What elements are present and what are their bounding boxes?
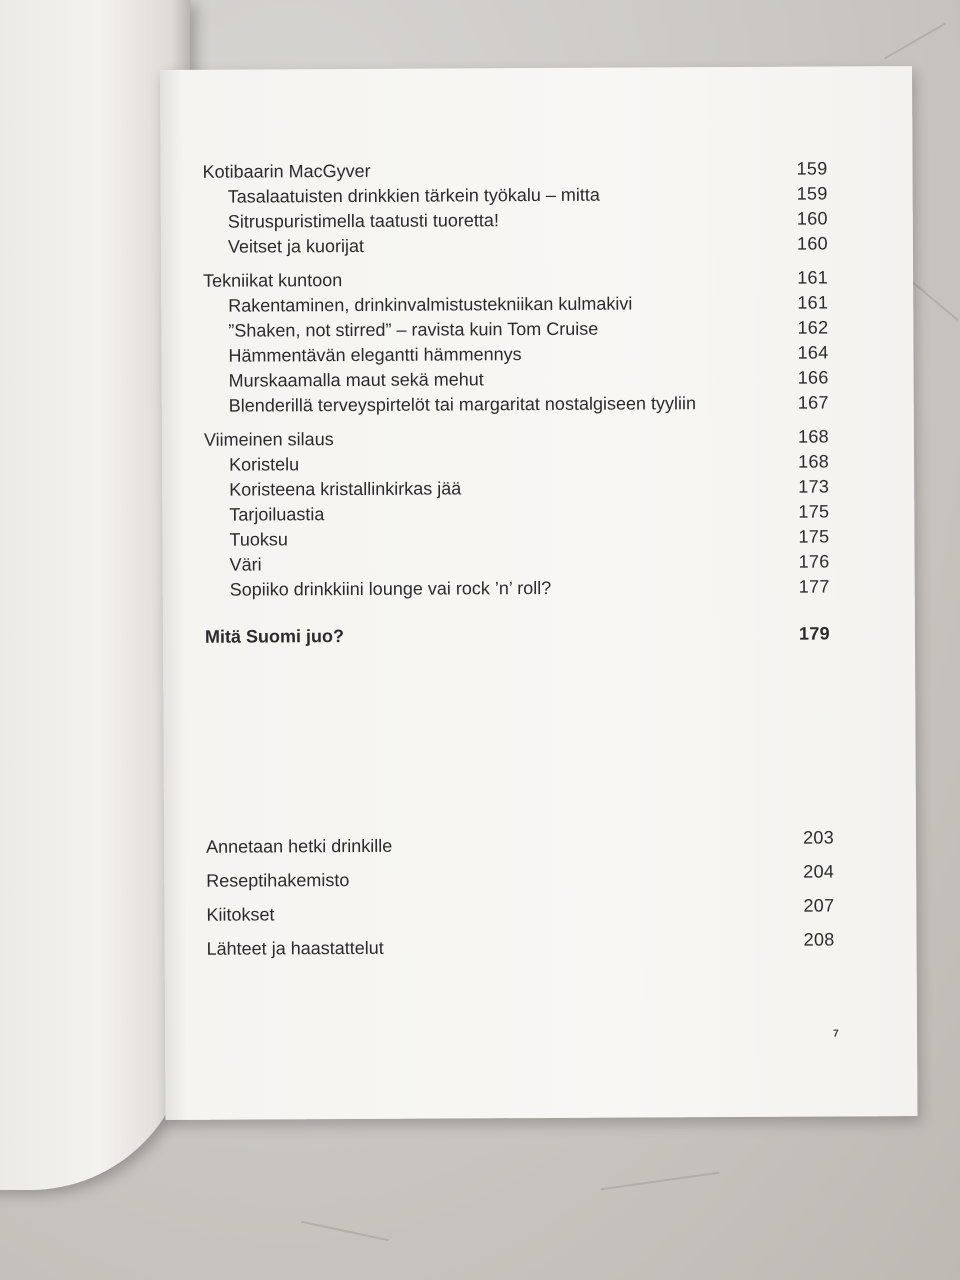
toc-page-number: 175 bbox=[798, 526, 830, 547]
toc-entry bbox=[206, 826, 834, 863]
toc-page-number: 179 bbox=[798, 623, 831, 644]
toc-entry bbox=[204, 525, 829, 553]
page-number: 7 bbox=[833, 1028, 839, 1040]
toc-entry-title: Koristeena kristallinkirkas jää bbox=[229, 478, 462, 500]
toc-page-number: 160 bbox=[796, 233, 828, 254]
toc-entry bbox=[204, 450, 829, 478]
toc-entry-title: ”Shaken, not stirred” – ravista kuin Tom Cruise bbox=[228, 318, 599, 341]
toc-entry-title: Tarjoiluastia bbox=[229, 504, 325, 525]
table-of-contents bbox=[202, 157, 830, 650]
toc-entry-title: Rakentaminen, drinkinvalmistustekniikan kulmakivi bbox=[228, 293, 633, 316]
toc-page-number: 161 bbox=[797, 267, 829, 288]
toc-section-kotibaarin bbox=[202, 157, 828, 260]
toc-entry bbox=[203, 341, 828, 369]
toc-page-number: 176 bbox=[798, 551, 830, 572]
toc-entry-title: Kiitokset bbox=[206, 904, 275, 925]
toc-entry-title: Veitset ja kuorijat bbox=[227, 235, 365, 257]
toc-entry-title: Koristelu bbox=[229, 454, 300, 475]
marble-vein bbox=[301, 1221, 389, 1242]
toc-page-number: 164 bbox=[797, 342, 829, 363]
toc-entry-title: Reseptihakemisto bbox=[206, 870, 350, 891]
toc-page-number: 160 bbox=[796, 208, 828, 229]
toc-entry-title: Tuoksu bbox=[229, 529, 288, 550]
toc-entry bbox=[204, 391, 829, 419]
toc-section-heading bbox=[203, 266, 828, 294]
toc-entry bbox=[203, 232, 828, 260]
toc-page-number: 159 bbox=[796, 183, 828, 204]
toc-chapter-title: Mitä Suomi juo? bbox=[204, 626, 345, 647]
toc-entry-title: Viimeinen silaus bbox=[203, 429, 334, 450]
toc-entry-title: Kotibaarin MacGyver bbox=[202, 160, 371, 182]
toc-entry bbox=[205, 575, 830, 603]
toc-page-number: 168 bbox=[798, 451, 830, 472]
toc-entry bbox=[204, 475, 829, 503]
toc-chapter-heading bbox=[205, 622, 830, 650]
book-page bbox=[160, 66, 917, 1120]
toc-section-heading bbox=[204, 425, 829, 453]
toc-entry-title: Sitruspuristimella taatusti tuoretta! bbox=[227, 210, 499, 232]
toc-page-number: 203 bbox=[803, 827, 835, 848]
toc-page-number: 168 bbox=[797, 426, 829, 447]
toc-entry bbox=[203, 207, 828, 235]
toc-entry-title: Murskaamalla maut sekä mehut bbox=[228, 369, 484, 391]
marble-vein bbox=[600, 1172, 719, 1191]
toc-page-number: 162 bbox=[797, 317, 829, 338]
toc-page-number: 175 bbox=[798, 501, 830, 522]
toc-entry bbox=[203, 291, 828, 319]
toc-back-matter bbox=[206, 826, 835, 965]
toc-page-number: 167 bbox=[797, 392, 829, 413]
toc-entry bbox=[206, 860, 834, 897]
toc-page-number: 207 bbox=[803, 895, 835, 916]
toc-entry bbox=[205, 550, 830, 578]
toc-entry-title: Tasalaatuisten drinkkien tärkein työkalu – mitta bbox=[227, 184, 600, 207]
marble-vein bbox=[911, 281, 958, 321]
toc-section-tekniikat bbox=[203, 266, 829, 419]
toc-section-viimeinen bbox=[204, 425, 830, 603]
toc-entry bbox=[203, 182, 828, 210]
toc-entry-title: Blenderillä terveyspirtelöt tai margaritat nostalgiseen tyyliin bbox=[228, 393, 697, 416]
marble-vein bbox=[884, 23, 946, 60]
toc-page-number: 166 bbox=[797, 367, 829, 388]
toc-entry bbox=[206, 894, 834, 931]
toc-entry-title: Annetaan hetki drinkille bbox=[206, 835, 393, 857]
toc-entry-title: Tekniikat kuntoon bbox=[203, 270, 343, 291]
toc-section-heading bbox=[202, 157, 827, 185]
toc-page-number: 204 bbox=[803, 861, 835, 882]
toc-entry-title: Väri bbox=[229, 554, 262, 575]
toc-entry-title: Lähteet ja haastattelut bbox=[206, 937, 384, 959]
toc-page-number: 208 bbox=[803, 929, 835, 950]
toc-entry-title: Sopiiko drinkkiini lounge vai rock ’n’ roll? bbox=[229, 577, 552, 600]
toc-entry bbox=[203, 316, 828, 344]
toc-page-number: 159 bbox=[796, 158, 828, 179]
toc-page-number: 177 bbox=[798, 576, 830, 597]
toc-page-number: 161 bbox=[797, 292, 829, 313]
toc-entry bbox=[204, 500, 829, 528]
toc-entry bbox=[207, 928, 835, 965]
toc-page-number: 173 bbox=[798, 476, 830, 497]
toc-entry bbox=[204, 366, 829, 394]
toc-entry-title: Hämmentävän elegantti hämmennys bbox=[228, 344, 522, 366]
